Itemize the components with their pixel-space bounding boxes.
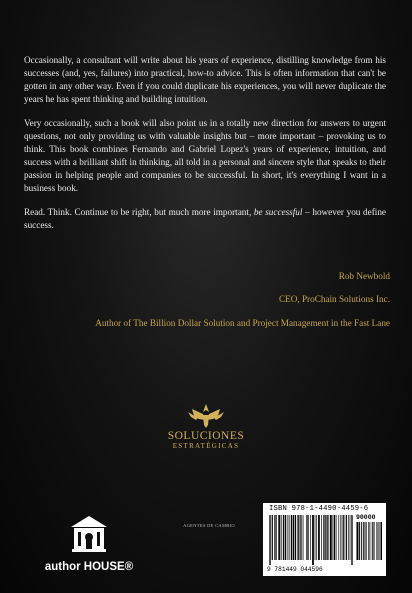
- barcode-bar: [288, 515, 289, 560]
- blurb-p3-start: Read. Think. Continue to be right, but much more important,: [24, 207, 254, 217]
- barcode-bar: [351, 515, 352, 565]
- barcode-bar: [342, 515, 343, 560]
- endorser-credit: Author of The Billion Dollar Solution and Project Management in the Fast Lane: [95, 318, 390, 328]
- barcode-bar: [278, 515, 279, 560]
- blurb-emphasis: be successful: [253, 207, 303, 217]
- blurb-paragraph-1: Occasionally, a consultant will write about his years of experience, distilling knowledge from his successes (and, yes, failures) into practical, how-to advice. This is often information that can't be gotten in any other way. Even if you could duplicate his experiences, you will never duplicate the years he has spent thinking and building intuition.: [24, 55, 386, 104]
- barcode-bar: [313, 515, 314, 565]
- barcode-bar: [331, 515, 332, 560]
- barcode-bar: [344, 515, 345, 560]
- barcode-bar: [331, 515, 332, 560]
- barcode-bar: [370, 522, 371, 560]
- barcode-bar: [348, 515, 349, 560]
- barcode-bar: [350, 515, 351, 560]
- barcode-bar: [272, 515, 273, 560]
- barcode-bar: [327, 515, 328, 560]
- barcode-bar: [281, 515, 282, 560]
- barcode-bar: [293, 515, 294, 560]
- barcode-bar: [359, 522, 360, 560]
- barcode-bar: [363, 522, 364, 560]
- barcode-bar: [269, 515, 270, 565]
- blurb-p3-end: – however you define success.: [24, 207, 387, 230]
- house-icon: [69, 514, 109, 554]
- barcode-bar: [291, 515, 292, 560]
- barcode-bar: [303, 515, 304, 560]
- barcode-bar: [360, 522, 361, 560]
- barcode-bar: [270, 515, 271, 565]
- barcode-bar: [319, 515, 320, 560]
- soluciones-estrategicas-logo: [150, 403, 262, 450]
- barcode-bar: [323, 515, 324, 560]
- barcode-bar: [346, 515, 347, 560]
- barcode-bar: [297, 515, 298, 560]
- barcode-bar: [272, 515, 273, 560]
- barcode-bar: [358, 522, 359, 560]
- blurb-paragraph-3: [24, 206, 386, 232]
- authorhouse-logo: [44, 514, 134, 573]
- barcode-bar: [286, 515, 287, 560]
- barcode-bar: [369, 522, 370, 560]
- barcode-bar: [307, 515, 308, 560]
- barcode-bar: [338, 515, 339, 560]
- barcode-bar: [284, 515, 285, 560]
- blurb-paragraph-2: Very occasionally, such a book will also point us in a totally new direction for answers to urgent questions, not only providing us with valuable insights but – more important – provoking us to think. This book combines Fernando and Gabriel Lopez's years of experience, intuition, and success with a brilliant shift in thinking, all told in a personal and sincere style that speaks to their passion in helping people and companies to be successful. In short, it's everything I want in a business book.: [24, 118, 386, 193]
- barcode-bar: [315, 515, 316, 560]
- barcode-bar: [365, 522, 366, 560]
- barcode-bar: [366, 522, 367, 560]
- logo-line-1: SOLUCIONES: [167, 430, 245, 442]
- barcode-bar: [381, 522, 382, 560]
- crest-icon: [186, 403, 226, 429]
- barcode-bar: [300, 515, 301, 560]
- barcode-bar: [362, 522, 363, 560]
- barcode-bar: [336, 515, 337, 560]
- barcode-bar: [333, 515, 334, 560]
- barcode-bar: [372, 522, 373, 560]
- barcode-bar: [312, 515, 313, 565]
- barcode-bar: [334, 515, 335, 560]
- barcode-bar: [326, 515, 327, 560]
- logo-tagline: AGENTES DE CAMBIO: [183, 523, 235, 528]
- barcode-bar: [330, 515, 331, 560]
- barcode-bar: [274, 515, 275, 560]
- barcode-bar: [359, 522, 360, 560]
- barcode-bar: [380, 522, 381, 560]
- barcode-addon-number: 90000: [356, 514, 376, 521]
- barcode-bar: [275, 515, 276, 560]
- barcode-bar: [361, 522, 362, 560]
- barcode-bar: [374, 522, 375, 560]
- barcode-bar: [298, 515, 299, 560]
- barcode-bar: [285, 515, 286, 560]
- barcode-bar: [291, 515, 292, 560]
- barcode-bar: [299, 515, 300, 560]
- barcode-bar: [293, 515, 294, 560]
- barcode-bar: [334, 515, 335, 560]
- barcode-bar: [318, 515, 319, 560]
- barcode-bar: [280, 515, 281, 560]
- barcode-bar: [325, 515, 326, 560]
- barcode-bar: [308, 515, 309, 560]
- logo-line-2: ESTRATÉGICAS: [172, 442, 240, 450]
- barcode-bar: [301, 515, 302, 560]
- barcode-bar: [295, 515, 296, 560]
- barcode-number: 9 781449 044596: [267, 566, 323, 573]
- isbn-text: ISBN 978-1-4490-4459-6: [269, 505, 369, 513]
- isbn-barcode: [263, 503, 386, 576]
- barcode-bar: [366, 522, 367, 560]
- barcode-bar: [340, 515, 341, 560]
- barcode-bar: [364, 522, 365, 560]
- barcode-bar: [368, 522, 369, 560]
- barcode-bar: [378, 522, 379, 560]
- barcode-bar: [310, 515, 311, 560]
- barcode-bar: [289, 515, 290, 560]
- barcode-bar: [352, 515, 353, 565]
- barcode-bar: [319, 515, 320, 560]
- barcode-bar: [306, 515, 307, 560]
- barcode-bar: [377, 522, 378, 560]
- barcode-main-bars: [269, 515, 353, 565]
- barcode-bar: [356, 522, 357, 560]
- barcode-bar: [295, 515, 296, 560]
- barcode-bar: [324, 515, 325, 560]
- barcode-bar: [321, 515, 322, 560]
- barcode-bar: [346, 515, 347, 560]
- publisher-name: author HOUSE®: [44, 561, 134, 573]
- barcode-bar: [372, 522, 373, 560]
- barcode-bar: [379, 522, 380, 560]
- barcode-addon-bars: [356, 522, 382, 565]
- barcode-bar: [381, 522, 382, 560]
- barcode-bar: [357, 522, 358, 560]
- barcode-bar: [276, 515, 277, 560]
- barcode-bar: [373, 522, 374, 560]
- barcode-bar: [279, 515, 280, 560]
- barcode-bar: [283, 515, 284, 560]
- endorser-title: CEO, ProChain Solutions Inc.: [278, 294, 390, 304]
- barcode-bar: [376, 522, 377, 560]
- barcode-bar: [328, 515, 329, 560]
- barcode-bar: [316, 515, 317, 560]
- endorser-name: Rob Newbold: [338, 271, 390, 281]
- blurb: [24, 54, 386, 243]
- barcode-bar: [343, 515, 344, 560]
- barcode-bar: [313, 515, 314, 565]
